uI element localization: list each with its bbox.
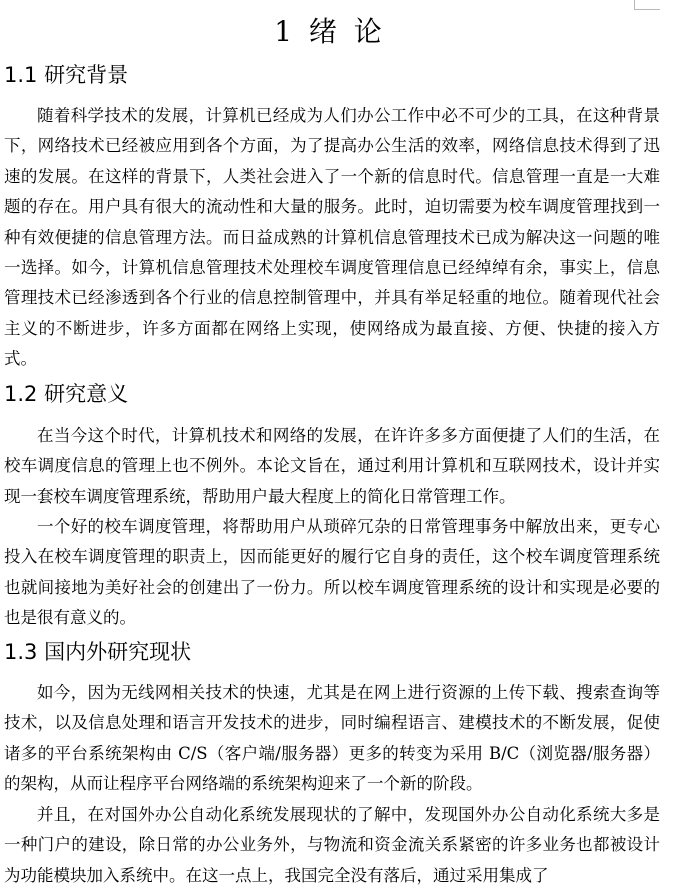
paragraph-status-1: 如今，因为无线网相关技术的快速，尤其是在网上进行资源的上传下载、搜索查询等技术，以及信息处理和语言开发技术的进步，同时编程语言、建模技术的不断发展，促使诸多的平台系统架构由 C/S（客户端/服务器）更多的转变为采用 B/C（浏览器/服务器）的架构，从而让程序平台网络端的系统架构迎来了一个新的阶段。 (4, 683, 660, 794)
chapter-title: 1 绪 论 (274, 15, 386, 48)
paragraph-significance-2: 一个好的校车调度管理，将帮助用户从琐碎冗杂的日常管理事务中解放出来，更专心投入在校车调度管理的职责上，因而能更好的履行它自身的责任，这个校车调度管理系统也就间接地为美好社会的创建出了一份力。所以校车调度管理系统的设计和实现是必要的也是很有意义的。 (4, 517, 660, 628)
section-heading-1-2: 1.2 研究意义 (4, 382, 129, 406)
section-heading-1-3: 1.3 国内外研究现状 (4, 640, 192, 664)
paragraph-background: 随着科学技术的发展，计算机已经成为人们办公工作中必不可少的工具，在这种背景下，网络技术已经被应用到各个方面，为了提高办公生活的效率，网络信息技术得到了迅速的发展。在这样的背景下，人类社会进入了一个新的信息时代。信息管理一直是一大难题的存在。用户具有很大的流动性和大量的服务。此时，迫切需要为校车调度管理找到一种有效便捷的信息管理方法。而日益成熟的计算机信息管理技术已成为解决这一问题的唯一选择。如今，计算机信息管理技术处理校车调度管理信息已经绰绰有余，事实上，信息管理技术已经渗透到各个行业的信息控制管理中，并具有举足轻重的地位。随着现代社会主义的不断进步，许多方面都在网络上实现，使网络成为最直接、方便、快捷的接入方式。 (4, 106, 660, 369)
section-heading-1-1: 1.1 研究背景 (4, 63, 129, 87)
paragraph-status-2: 并且，在对国外办公自动化系统发展现状的了解中，发现国外办公自动化系统大多是一种门户的建设，除日常的办公业务外，与物流和资金流关系紧密的许多业务也都被设计为功能模块加入系统中。在这一点上，我国完全没有落后，通过采用集成了 (4, 805, 660, 885)
page-corner-mark (634, 0, 660, 10)
paragraph-significance-1: 在当今这个时代，计算机技术和网络的发展，在许许多多方面便捷了人们的生活，在校车调度信息的管理上也不例外。本论文旨在，通过利用计算机和互联网技术，设计并实现一套校车调度管理系统，帮助用户最大程度上的简化日常管理工作。 (4, 426, 660, 506)
